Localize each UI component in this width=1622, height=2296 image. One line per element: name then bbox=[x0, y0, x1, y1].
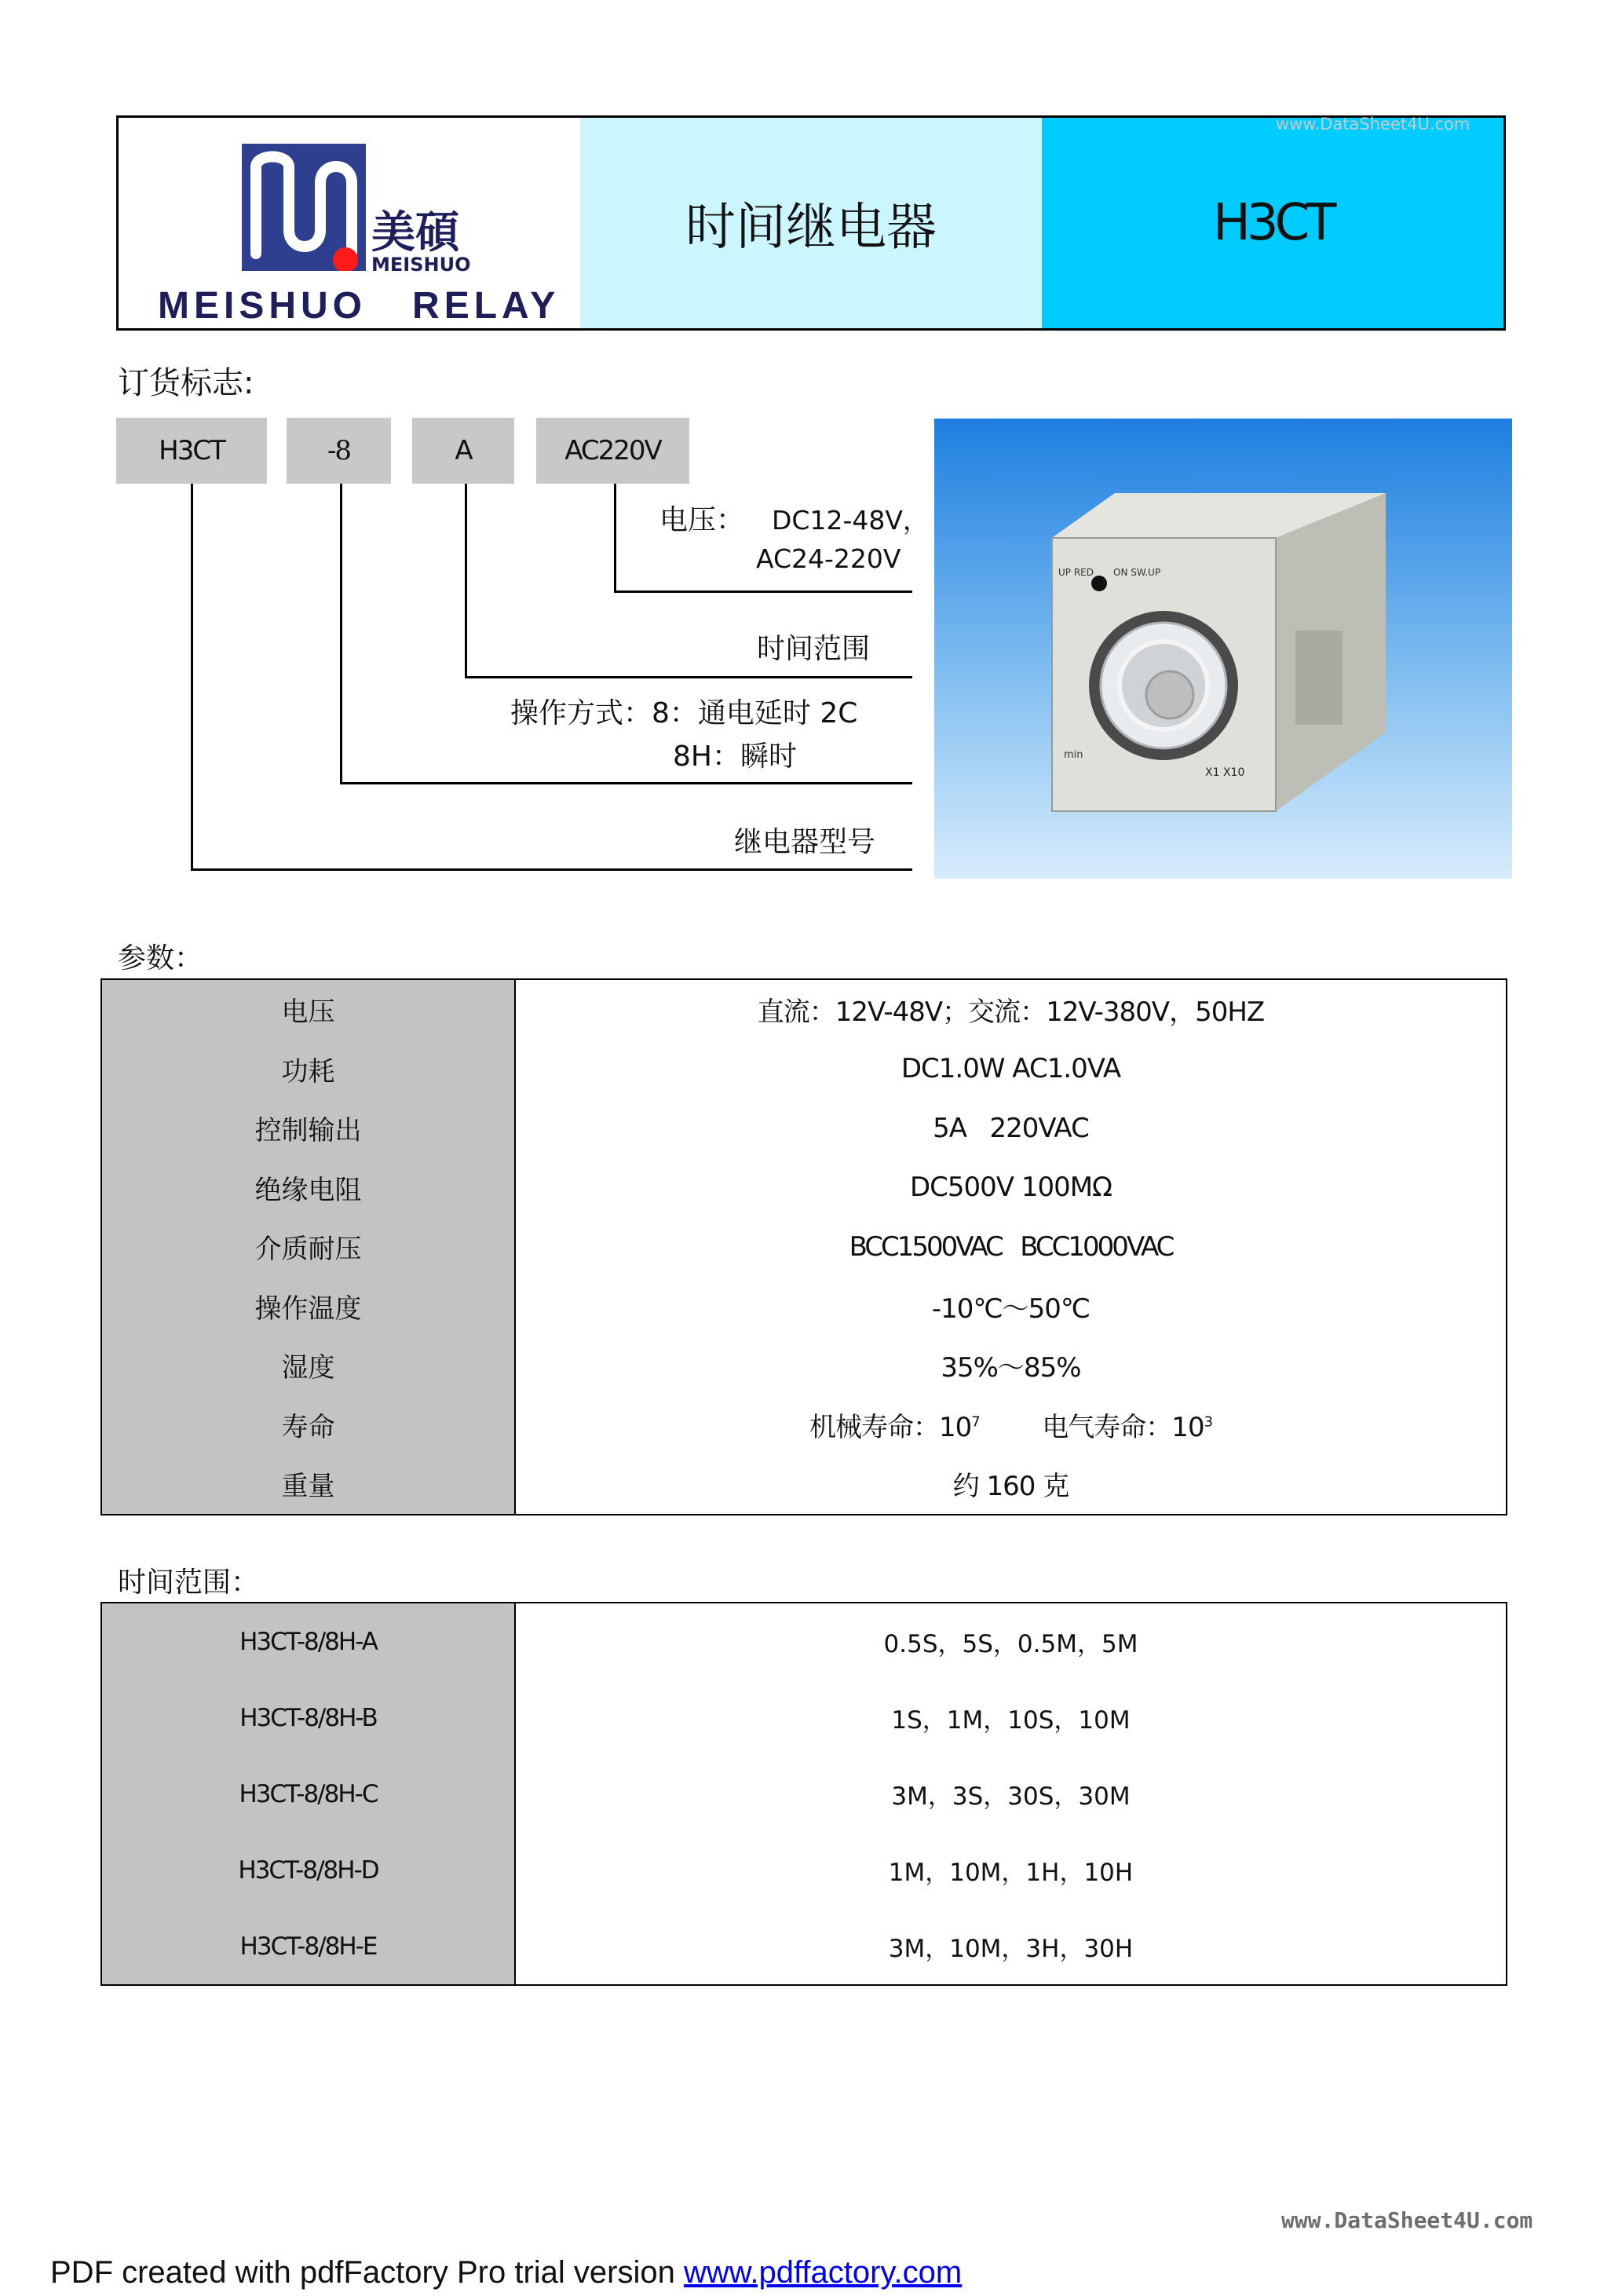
photo-label-multiplier: X1 X10 bbox=[1205, 766, 1245, 779]
electrical-life-exponent: 3 bbox=[1204, 1413, 1213, 1431]
photo-label-up: UP RED bbox=[1058, 567, 1094, 578]
params-heading: 参数： bbox=[118, 942, 203, 974]
param-key: 重量 bbox=[101, 1454, 515, 1515]
param-value: 约 160 克 bbox=[515, 1454, 1507, 1515]
mechanical-life-exponent: 7 bbox=[971, 1413, 980, 1431]
param-key: 电压 bbox=[101, 979, 515, 1040]
range-model: H3CT-8/8H-E bbox=[101, 1908, 515, 1985]
brand-name: MEISHUO RELAY bbox=[158, 285, 561, 327]
range-model: H3CT-8/8H-C bbox=[101, 1756, 515, 1832]
watermark-top: www.DataSheet4U.com bbox=[1276, 115, 1470, 133]
order-code-range: A bbox=[412, 418, 514, 484]
param-value: 35%～85% bbox=[515, 1336, 1507, 1395]
operation-mode-label: 操作方式：8：通电延时 2C bbox=[510, 697, 858, 729]
range-values: 3M，3S，30S，30M bbox=[515, 1756, 1507, 1832]
param-value: DC500V 100MΩ bbox=[515, 1158, 1507, 1218]
voltage-underline bbox=[614, 590, 912, 593]
order-code-heading: 订货标志: bbox=[118, 365, 254, 401]
table-row bbox=[101, 1454, 1507, 1515]
param-key: 湿度 bbox=[101, 1336, 515, 1395]
param-key: 功耗 bbox=[101, 1040, 515, 1099]
photo-label-min: min bbox=[1064, 749, 1083, 761]
range-underline bbox=[465, 676, 912, 678]
model-connector bbox=[191, 484, 193, 870]
order-code-series: H3CT bbox=[116, 418, 267, 484]
table-row bbox=[101, 979, 1507, 1040]
table-row bbox=[101, 1756, 1507, 1832]
table-row bbox=[101, 1099, 1507, 1158]
range-model: H3CT-8/8H-D bbox=[101, 1832, 515, 1908]
table-row bbox=[101, 1603, 1507, 1680]
pdf-footer bbox=[50, 2255, 962, 2291]
model-underline bbox=[191, 868, 912, 871]
table-row bbox=[101, 1217, 1507, 1277]
table-row bbox=[101, 1395, 1507, 1455]
operation-connector bbox=[340, 484, 342, 784]
param-value: 5A 220VAC bbox=[515, 1099, 1507, 1158]
time-range-table bbox=[100, 1602, 1507, 1986]
table-row bbox=[101, 1908, 1507, 1985]
time-range-heading: 时间范围： bbox=[118, 1567, 260, 1599]
header-banner bbox=[116, 115, 1506, 331]
table-row bbox=[101, 1040, 1507, 1099]
param-key: 操作温度 bbox=[101, 1277, 515, 1336]
logo-chinese-text: 美碩 bbox=[371, 207, 459, 258]
range-connector bbox=[465, 484, 467, 678]
photo-label-on: ON SW.UP bbox=[1113, 567, 1161, 578]
table-row bbox=[101, 1336, 1507, 1395]
param-value: -10℃～50℃ bbox=[515, 1277, 1507, 1336]
document-title: 时间继电器 bbox=[580, 118, 1042, 328]
param-value: BCC1500VAC BCC1000VAC bbox=[515, 1217, 1507, 1277]
operation-underline bbox=[340, 782, 912, 784]
range-values: 1S，1M，10S，10M bbox=[515, 1680, 1507, 1756]
range-values: 1M，10M，1H，10H bbox=[515, 1832, 1507, 1908]
range-values: 3M，10M，3H，30H bbox=[515, 1908, 1507, 1985]
range-values: 0.5S，5S，0.5M，5M bbox=[515, 1603, 1507, 1680]
logo-english-small: MEISHUO bbox=[371, 254, 471, 276]
mechanical-life: 机械寿命：10 bbox=[809, 1411, 972, 1443]
param-key: 绝缘电阻 bbox=[101, 1158, 515, 1218]
param-value: 直流：12V-48V；交流：12V-380V，50HZ bbox=[515, 979, 1507, 1040]
watermark-bottom: www.DataSheet4U.com bbox=[1281, 2207, 1533, 2233]
operation-mode-instant: 8H：瞬时 bbox=[673, 740, 797, 773]
logo-panel bbox=[119, 118, 580, 328]
params-table bbox=[100, 978, 1507, 1515]
model-number: H3CT bbox=[1042, 118, 1503, 328]
param-value-life bbox=[515, 1395, 1507, 1455]
order-code-operation: -8 bbox=[287, 418, 391, 484]
time-range-label: 时间范围 bbox=[757, 633, 871, 665]
product-photo bbox=[934, 419, 1512, 879]
range-model: H3CT-8/8H-A bbox=[101, 1603, 515, 1680]
voltage-value-dc: DC12-48V， bbox=[772, 505, 929, 536]
pdffactory-link[interactable]: www.pdffactory.com bbox=[683, 2255, 963, 2290]
param-key: 寿命 bbox=[101, 1395, 515, 1455]
voltage-connector bbox=[614, 484, 616, 592]
voltage-value-ac: AC24-220V bbox=[756, 543, 901, 574]
meishuo-logo-icon bbox=[242, 144, 366, 271]
order-code-voltage: AC220V bbox=[536, 418, 689, 484]
table-row bbox=[101, 1277, 1507, 1336]
table-row bbox=[101, 1832, 1507, 1908]
table-row bbox=[101, 1158, 1507, 1218]
electrical-life: 电气寿命：10 bbox=[1042, 1411, 1204, 1443]
table-row bbox=[101, 1680, 1507, 1756]
param-key: 介质耐压 bbox=[101, 1217, 515, 1277]
param-key: 控制输出 bbox=[101, 1099, 515, 1158]
param-value: DC1.0W AC1.0VA bbox=[515, 1040, 1507, 1099]
relay-model-label: 继电器型号 bbox=[734, 826, 876, 858]
range-model: H3CT-8/8H-B bbox=[101, 1680, 515, 1756]
voltage-label: 电压： bbox=[659, 504, 745, 536]
footer-text: PDF created with pdfFactory Pro trial version bbox=[50, 2255, 684, 2290]
